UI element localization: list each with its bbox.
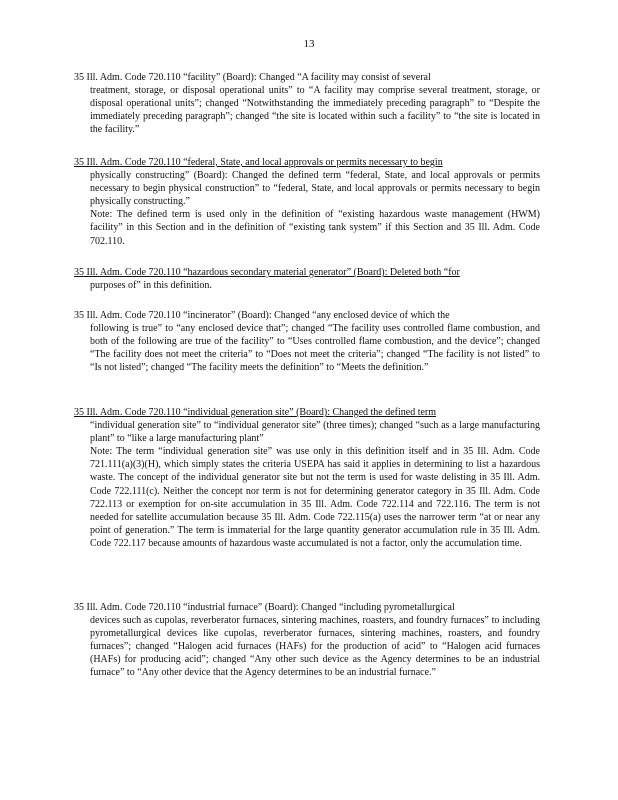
entry-heading: 35 Ill. Adm. Code 720.110 “industrial furnace” (Board): Changed “including pyrometallurgical	[74, 602, 455, 613]
entry-body: purposes of” in this definition.	[90, 280, 212, 292]
entry-heading: 35 Ill. Adm. Code 720.110 “incinerator” (Board): Changed “any enclosed device of which the	[74, 310, 450, 321]
entry-heading: 35 Ill. Adm. Code 720.110 “hazardous secondary material generator” (Board): Deleted both “for	[74, 267, 460, 278]
entry-note: Note: The defined term is used only in the definition of “existing hazardous waste management (HWM) facility” in this Section and in the definition of “existing tank system” if this Section and 35 Ill. Adm. Code 702.110.	[90, 209, 540, 247]
entry-body: treatment, storage, or disposal operational units” to “A facility may comprise several treatment, storage, or disposal operational units”; changed “Notwithstanding the immediately preceding paragraph” to “Despite the immediately preceding paragraph”; changed “the site is located within such a facility” to “the site is located in the facility.”	[90, 85, 540, 136]
entry-note: Note: The term “individual generation site” was use only in this definition itself and in 35 Ill. Adm. Code 721.111(a)(3)(H), which simply states the criteria USEPA has said it applies in determining to list a hazardous waste. The concept of the individual generator site but not the term is used for waste delisting in 35 Ill. Adm. Code 722.111(c). Neither the concept nor term is not for determining generator category in 35 Ill. Adm. Code 722.113 or exemption for on-site accumulation in 35 Ill. Adm. Code 722.114 and 722.116. The term is not needed for satellite accumulation because 35 Ill. Adm. Code 722.115(a) uses the narrower term “at or near any point of generation.” The term is immaterial for the large quantity generator accumulation rule in 35 Ill. Adm. Code 722.117 because amounts of hazardous waste accumulated is not a factor, only the accumulation time.	[90, 446, 540, 549]
entry-body: physically constructing” (Board): Changed the defined term “federal, State, and local approvals or permits necessary to begin physical construction” to “federal, State, and local approvals or permits necessary to begin physically constructing.”	[90, 170, 540, 208]
entry-body: devices such as cupolas, reverberator furnaces, sintering machines, roasters, and foundry furnaces” to including pyrometallurgical devices like cupolas, reverberator furnaces, sintering machines, roasters, and foundry furnaces”; changed “Halogen acid furnaces (HAFs) for the production of acid” to “Halogen acid furnaces (HAFs) for producing acid”; changed “Any other such device as the Agency determines to be an industrial furnace” to “Any other device that the Agency determines to be an industrial furnace.”	[90, 615, 540, 679]
entry-industrial-furnace	[74, 601, 540, 680]
entry-heading: 35 Ill. Adm. Code 720.110 “individual generation site” (Board): Changed the defined term	[74, 407, 437, 418]
entry-individual-generation-site	[74, 406, 540, 550]
entry-facility	[74, 71, 540, 136]
entry-body: “individual generation site” to “individual generator site” (three times); changed “such as a large manufacturing plant” to “like a large manufacturing plant”	[90, 420, 540, 445]
entry-hazardous-secondary-material-generator	[74, 266, 540, 292]
entry-heading: 35 Ill. Adm. Code 720.110 “federal, State, and local approvals or permits necessary to begin	[74, 157, 443, 168]
page-number: 13	[303, 38, 315, 50]
entry-heading: 35 Ill. Adm. Code 720.110 “facility” (Board): Changed “A facility may consist of several	[74, 72, 431, 83]
entry-body: following is true” to “any enclosed device that”; changed “The facility uses controlled flame combustion, and both of the following are true of the facility” to “Uses controlled flame combustion, and the device”; changed “The facility does not meet the criteria” to “Does not meet the criteria”; changed “The facility is not listed” to “Is not listed”; changed “The facility meets the definition” to “Meets the definition.”	[90, 323, 540, 374]
entry-incinerator	[74, 309, 540, 374]
entry-federal-state-local-approvals	[74, 156, 540, 248]
